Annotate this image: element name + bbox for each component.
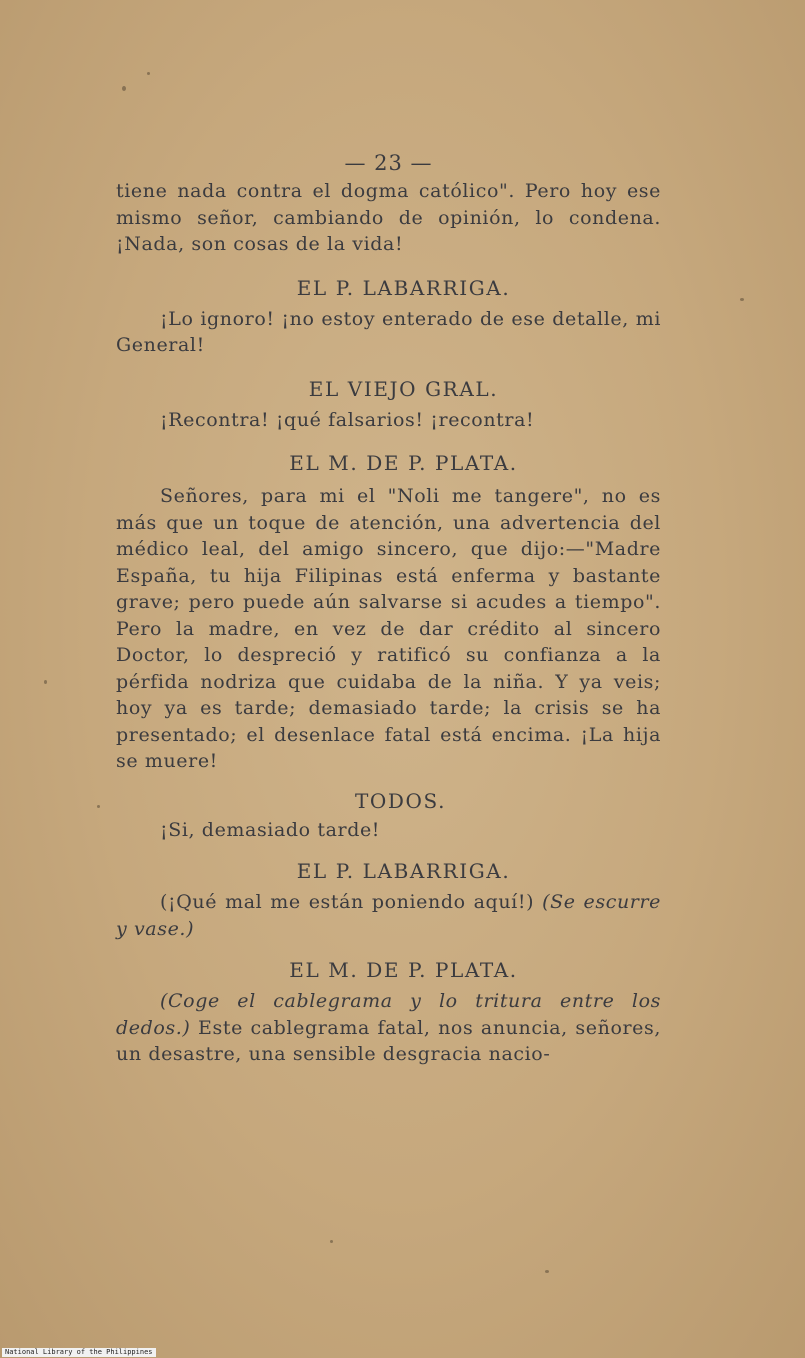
paper-speck [147,72,150,75]
speech-paragraph [116,889,661,942]
speaker-heading: EL P. LABARRIGA. [296,275,511,300]
paper-speck [122,86,126,91]
paper-speck [44,680,47,684]
speaker-heading: EL P. LABARRIGA. [296,859,511,883]
speaker-heading: EL M. DE P. PLATA. [289,451,518,475]
speech-paragraph: ¡Si, demasiado tarde! [160,818,381,841]
speech-paragraph: Señores, para mi el "Noli me tangere", no es más que un toque de atención, una advertencia del médico leal, del amigo sincero, que dijo:—"Madre España, tu hija Filipinas está enferma y bastante grave; pero puede aún salvarse si acudes a tiempo". Pero la madre, en vez de dar crédito al sincero Doctor, lo despreció y ratificó su confianza a la pérfida nodriza que cuidaba de la niña. Y ya veis; hoy ya es tarde; demasiado tarde; la crisis se ha presentado; el desenlace fatal está encima. ¡La hija se muere! [116,485,661,772]
speech-paragraph: ¡Recontra! ¡qué falsarios! ¡recontra! [160,408,535,431]
speaker-heading: EL M. DE P. PLATA. [289,958,518,982]
library-credit: National Library of the Philippines [2,1348,156,1357]
stage-direction: (Coge el cablegrama y lo tritura entre los dedos.) [116,990,661,1039]
paper-speck [740,298,744,301]
paper-speck [545,1270,549,1273]
book-page [116,148,661,1068]
speech-paragraph: ¡Lo ignoro! ¡no estoy enterado de ese detalle, mi General! [116,307,661,356]
speech-text: (¡Qué mal me están poniendo aquí!) [160,891,535,913]
speech-paragraph [116,988,661,1068]
speaker-heading: EL VIEJO GRAL. [308,376,499,401]
paper-speck [330,1240,333,1243]
speech-text: Este cablegrama fatal, nos anuncia, señores, un desastre, una sensible desgracia nacio- [116,1016,661,1065]
page-number: — 23 — [344,151,433,175]
stage-direction: (Se escurre y vase.) [116,891,662,940]
paragraph-continuation: tiene nada contra el dogma católico". Pero hoy ese mismo señor, cambiando de opinión, lo condena. ¡Nada, son cosas de la vida! [116,180,661,255]
paper-speck [97,805,100,808]
speaker-heading: TODOS. [354,788,447,813]
